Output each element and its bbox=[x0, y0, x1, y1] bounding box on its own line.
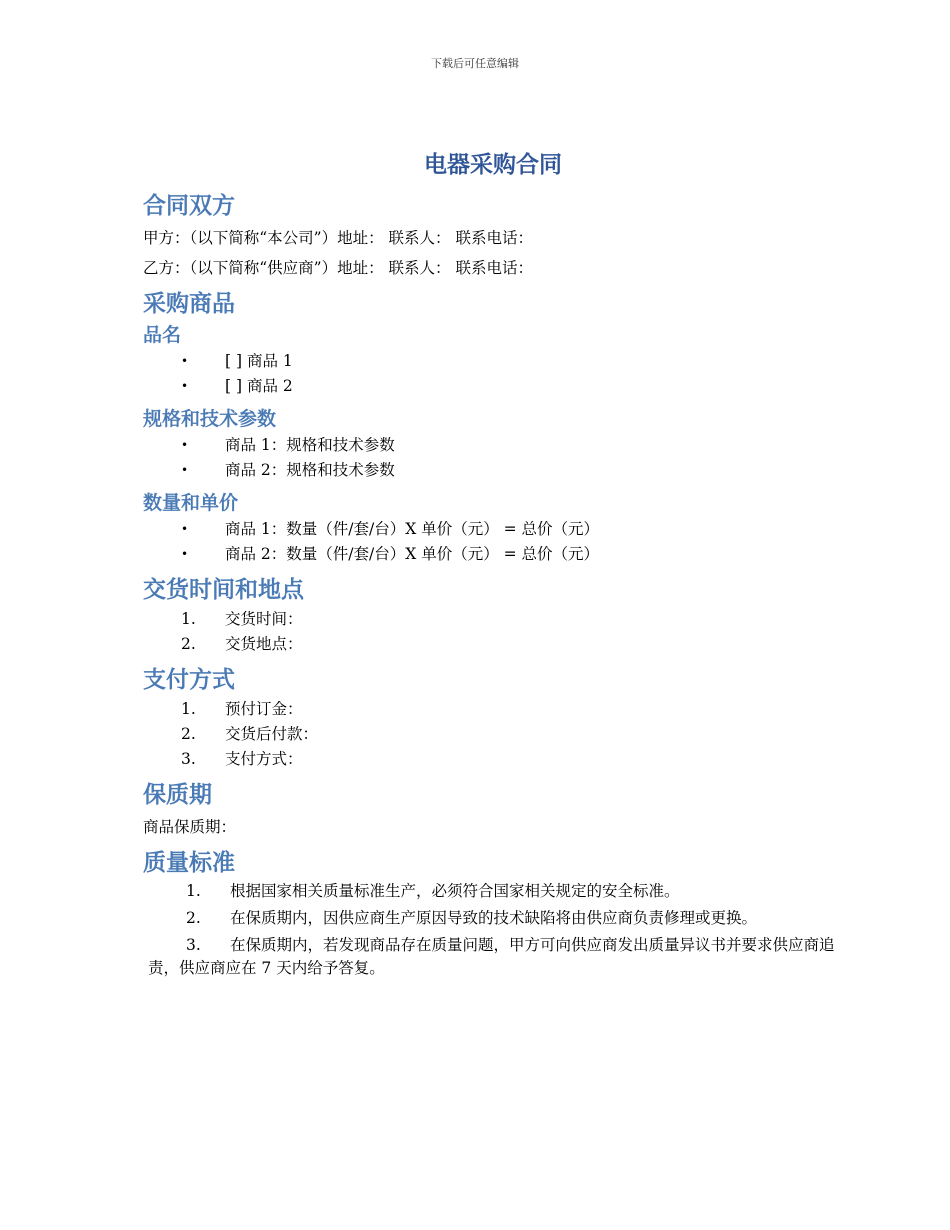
number-marker: 3. bbox=[186, 936, 201, 954]
bullet-marker: • bbox=[181, 463, 189, 477]
list-item-text: 预付订金： bbox=[225, 700, 303, 718]
list-item bbox=[143, 349, 843, 374]
names-list bbox=[143, 349, 843, 399]
list-item bbox=[143, 433, 843, 458]
list-item-text: 交货后付款： bbox=[225, 725, 319, 743]
party-b-line: 乙方：（以下简称“供应商”）地址： 联系人： 联系电话： bbox=[143, 259, 533, 277]
list-item bbox=[143, 907, 848, 930]
list-item-text: [ ] 商品 2 bbox=[225, 377, 293, 395]
number-marker: 2. bbox=[186, 909, 201, 927]
number-marker: 2. bbox=[181, 725, 196, 743]
subheading-specs: 规格和技术参数 bbox=[143, 408, 277, 430]
bullet-marker: • bbox=[181, 438, 189, 452]
bullet-marker: • bbox=[181, 379, 189, 393]
number-marker: 1. bbox=[181, 610, 196, 628]
list-item-text: 在保质期内，若发现商品存在质量问题，甲方可向供应商发出质量异议书并要求供应商追责，供应商应在 7 天内给予答复。 bbox=[148, 936, 835, 977]
document-title: 电器采购合同 bbox=[424, 152, 562, 178]
section-heading-quality: 质量标准 bbox=[143, 850, 235, 876]
list-item bbox=[143, 697, 843, 722]
quantity-list bbox=[143, 517, 843, 567]
subheading-names: 品名 bbox=[143, 324, 182, 346]
list-item bbox=[143, 374, 843, 399]
list-item-text: 支付方式： bbox=[225, 750, 303, 768]
specs-list bbox=[143, 433, 843, 483]
number-marker: 2. bbox=[181, 635, 196, 653]
list-item-text: [ ] 商品 1 bbox=[225, 352, 293, 370]
party-a-line: 甲方：（以下简称“本公司”）地址： 联系人： 联系电话： bbox=[143, 229, 533, 247]
bullet-marker: • bbox=[181, 547, 189, 561]
list-item bbox=[143, 517, 843, 542]
list-item bbox=[143, 542, 843, 567]
list-item-text: 商品 1：数量（件/套/台）X 单价（元） = 总价（元） bbox=[225, 520, 600, 538]
number-marker: 3. bbox=[181, 750, 196, 768]
list-item bbox=[143, 880, 848, 903]
list-item bbox=[143, 934, 848, 980]
bullet-marker: • bbox=[181, 354, 189, 368]
section-heading-goods: 采购商品 bbox=[143, 291, 235, 317]
list-item bbox=[143, 747, 843, 772]
section-heading-parties: 合同双方 bbox=[143, 193, 235, 219]
bullet-marker: • bbox=[181, 522, 189, 536]
list-item-text: 交货时间： bbox=[225, 610, 303, 628]
payment-list bbox=[143, 697, 843, 772]
list-item bbox=[143, 722, 843, 747]
list-item-text: 商品 2：数量（件/套/台）X 单价（元） = 总价（元） bbox=[225, 545, 600, 563]
section-heading-payment: 支付方式 bbox=[143, 667, 235, 693]
page-header: 下载后可任意编辑 bbox=[431, 57, 519, 70]
section-heading-warranty: 保质期 bbox=[143, 782, 212, 808]
list-item-text: 在保质期内，因供应商生产原因导致的技术缺陷将由供应商负责修理或更换。 bbox=[230, 909, 758, 927]
list-item-text: 交货地点： bbox=[225, 635, 303, 653]
section-heading-delivery: 交货时间和地点 bbox=[143, 577, 304, 603]
document-body bbox=[143, 146, 843, 984]
list-item-text: 根据国家相关质量标准生产，必须符合国家相关规定的安全标准。 bbox=[230, 882, 680, 900]
list-item bbox=[143, 458, 843, 483]
quality-list bbox=[143, 880, 843, 980]
number-marker: 1. bbox=[181, 700, 196, 718]
list-item-text: 商品 1：规格和技术参数 bbox=[225, 436, 395, 454]
list-item-text: 商品 2：规格和技术参数 bbox=[225, 461, 395, 479]
subheading-quantity: 数量和单价 bbox=[143, 492, 239, 514]
delivery-list bbox=[143, 607, 843, 657]
list-item bbox=[143, 607, 843, 632]
warranty-text: 商品保质期： bbox=[143, 818, 237, 836]
number-marker: 1. bbox=[186, 882, 201, 900]
list-item bbox=[143, 632, 843, 657]
